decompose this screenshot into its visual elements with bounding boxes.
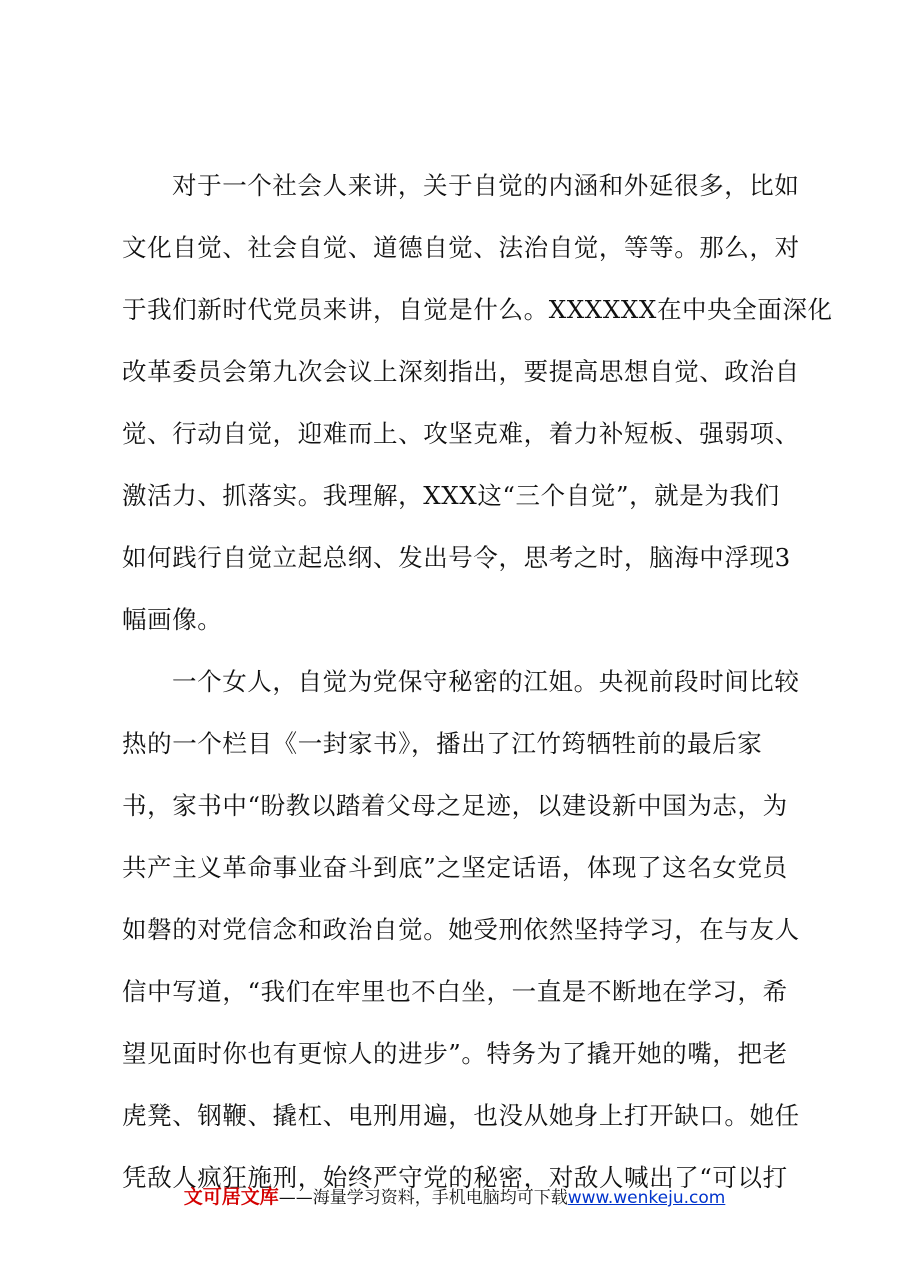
paragraph-1-line: 如何践行自觉立起总纲、发出号令，思考之时，脑海中浮现3 xyxy=(122,543,791,572)
document-body xyxy=(122,160,833,1214)
footer-banner xyxy=(0,1182,909,1209)
paragraph-2-line: 书，家书中“盼教以踏着父母之足迹，以建设新中国为志，为 xyxy=(122,791,788,820)
paragraph-2-line: 如磐的对党信念和政治自觉。她受刑依然坚持学习，在与友人 xyxy=(122,915,800,944)
paragraph-2-line: 共产主义革命事业奋斗到底”之坚定话语，体现了这名女党员 xyxy=(122,853,788,882)
paragraph-2-line: 热的一个栏目《一封家书》，播出了江竹筠牺牲前的最后家 xyxy=(122,729,763,758)
paragraph-1-line: 激活力、抓落实。我理解，XXX这“三个自觉”，就是为我们 xyxy=(122,481,780,510)
paragraph-2-line: 望见面时你也有更惊人的进步”。特务为了撬开她的嘴，把老 xyxy=(122,1039,788,1068)
paragraph-1-line: 于我们新时代党员来讲，自觉是什么。XXXXXX在中央全面深化 xyxy=(122,295,833,324)
paragraph-1-line: 觉、行动自觉，迎难而上、攻坚克难，着力补短板、强弱项、 xyxy=(122,419,800,448)
paragraph-1-line: 改革委员会第九次会议上深刻指出，要提高思想自觉、政治自 xyxy=(122,357,800,386)
footer-link[interactable]: www.wenkeju.com xyxy=(567,1188,726,1208)
paragraph-1-line: 幅画像。 xyxy=(122,605,223,634)
paragraph-1-line: 文化自觉、社会自觉、道德自觉、法治自觉，等等。那么，对 xyxy=(122,233,800,262)
paragraph-1-line: 对于一个社会人来讲，关于自觉的内涵和外延很多，比如 xyxy=(172,171,800,200)
paragraph-2-line: 虎凳、钢鞭、撬杠、电刑用遍，也没从她身上打开缺口。她任 xyxy=(122,1101,800,1130)
paragraph-2-line: 一个女人，自觉为党保守秘密的江姐。央视前段时间比较 xyxy=(172,667,800,696)
footer-tagline: ——海量学习资料，手机电脑均可下载 xyxy=(278,1188,568,1208)
footer-brand: 文可居文库 xyxy=(183,1186,279,1208)
paragraph-2-line: 信中写道，“我们在牢里也不白坐，一直是不断地在学习，希 xyxy=(122,977,788,1006)
paragraph-2-line: 凭敌人疯狂施刑，始终严守党的秘密，对敌人喊出了“可以打 xyxy=(122,1163,788,1192)
